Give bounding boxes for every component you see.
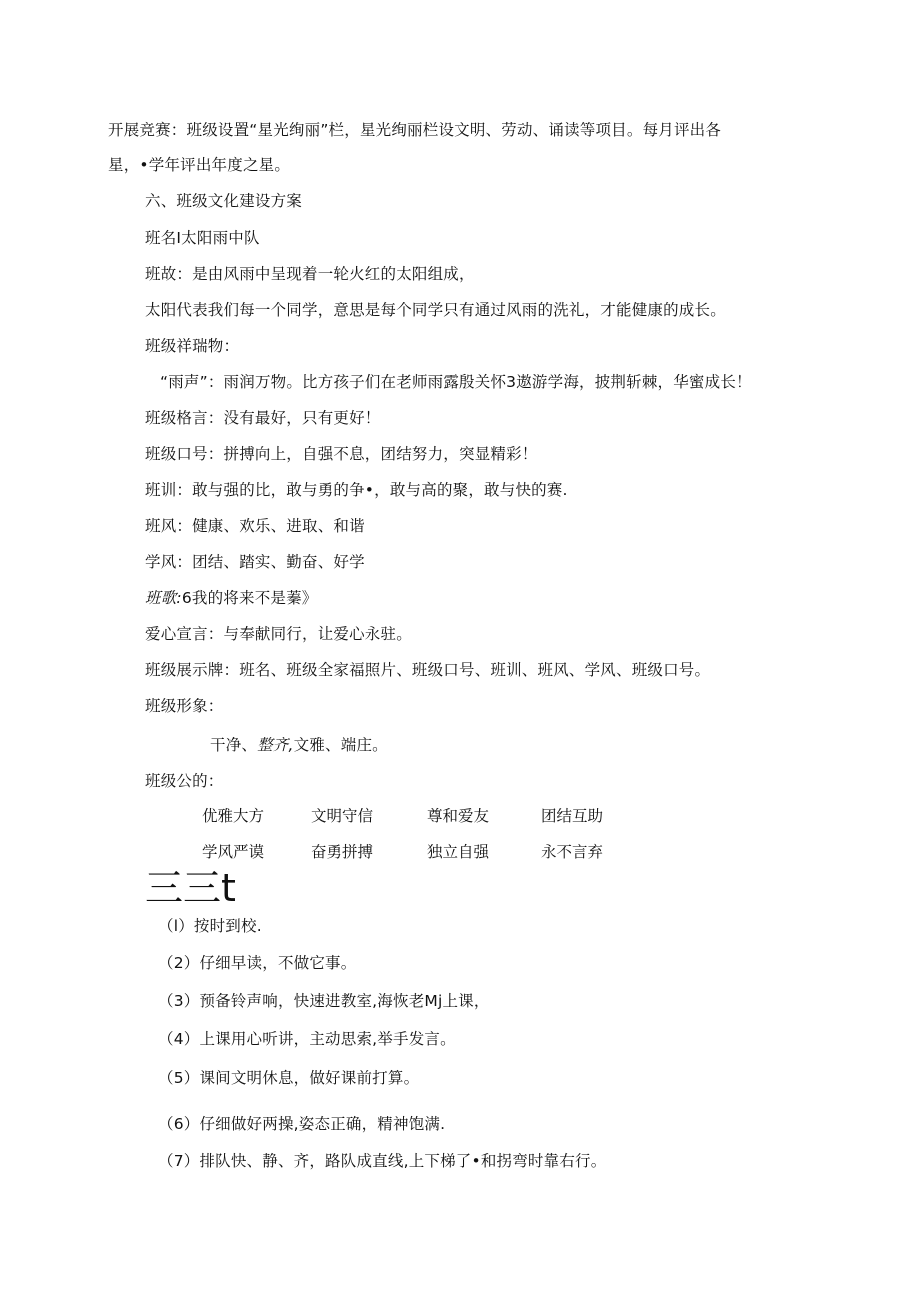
study-style: 学风：团结、踏实、勤奋、好学 xyxy=(145,553,365,571)
class-image-part-1: 干净、 xyxy=(210,736,258,754)
large-heading: 三三t xyxy=(145,866,236,910)
class-song-title: 6我的将来不是蓁》 xyxy=(181,589,318,607)
class-image-part-2: 整齐, xyxy=(257,736,294,754)
mascot-label: 班级祥瑞物： xyxy=(145,337,240,355)
display-board: 班级展示牌：班名、班级全家福照片、班级口号、班训、班风、学风、班级口号。 xyxy=(145,661,711,679)
class-song-label: 班歌: xyxy=(145,589,182,607)
class-slogan: 班级口号：拼搏向上，自强不息，团结努力，突显精彩！ xyxy=(145,445,538,463)
class-emblem-line-2: 太阳代表我们每一个同学，意思是每个同学只有通过风雨的洗礼，才能健康的成长。 xyxy=(145,301,726,319)
class-style: 班风：健康、欢乐、进取、和谐 xyxy=(145,517,365,535)
convention-item: 优雅大方 xyxy=(202,807,265,825)
convention-item: 独立自强 xyxy=(427,843,490,861)
rule-item: （4）上课用心听讲，主动思索,举手发言。 xyxy=(158,1030,456,1048)
rule-item: （l）按时到校. xyxy=(158,917,262,935)
class-image-part-3: 文雅、端庄。 xyxy=(293,736,388,754)
class-motto: 班级格言：没有最好，只有更好！ xyxy=(145,409,381,427)
convention-item: 学风严谟 xyxy=(202,843,265,861)
rule-item: （2）仔细早读，不做它事。 xyxy=(158,954,357,972)
mascot-description: “雨声”：雨润万物。比方孩子们在老师雨露殷关怀3遨游学海，披荆斩棘，华蜜成长！ xyxy=(160,373,752,391)
rule-item: （3）预备铃声响，快速进教室,海恢老Mj上课， xyxy=(158,992,490,1010)
rule-item: （6）仔细做好两操,姿态正确，精神饱满. xyxy=(158,1115,446,1133)
convention-item: 永不言弃 xyxy=(541,843,604,861)
class-image-label: 班级形象： xyxy=(145,697,224,715)
class-song xyxy=(145,588,318,608)
section-heading: 六、班级文化建设方案 xyxy=(145,192,303,210)
intro-line-2: 星，•学年评出年度之星。 xyxy=(108,156,291,174)
convention-item: 尊和爱友 xyxy=(427,807,490,825)
class-image-description xyxy=(210,735,388,755)
class-emblem-line-1: 班故：是由风雨中呈现着一轮火红的太阳组成， xyxy=(145,265,475,283)
love-pledge: 爱心宣言：与奉献同行，让爱心永驻。 xyxy=(145,625,412,643)
rule-item: （5）课间文明休息，做好课前打算。 xyxy=(158,1069,420,1087)
convention-item: 文明守信 xyxy=(311,807,374,825)
intro-line-1: 开展竞赛：班级设置“星光绚丽”栏，星光绚丽栏设文明、劳动、诵读等项目。每月评出各 xyxy=(108,121,722,139)
convention-item: 团结互助 xyxy=(541,807,604,825)
class-training: 班训：敢与强的比，敢与勇的争•，敢与高的聚，敢与快的赛. xyxy=(145,481,568,499)
rule-item: （7）排队快、静、齐，路队成直线,上下梯了•和拐弯时靠右行。 xyxy=(158,1152,607,1170)
convention-item: 奋勇拼搏 xyxy=(311,843,374,861)
convention-label: 班级公的： xyxy=(145,772,224,790)
class-name: 班名I太阳雨中队 xyxy=(145,229,260,247)
